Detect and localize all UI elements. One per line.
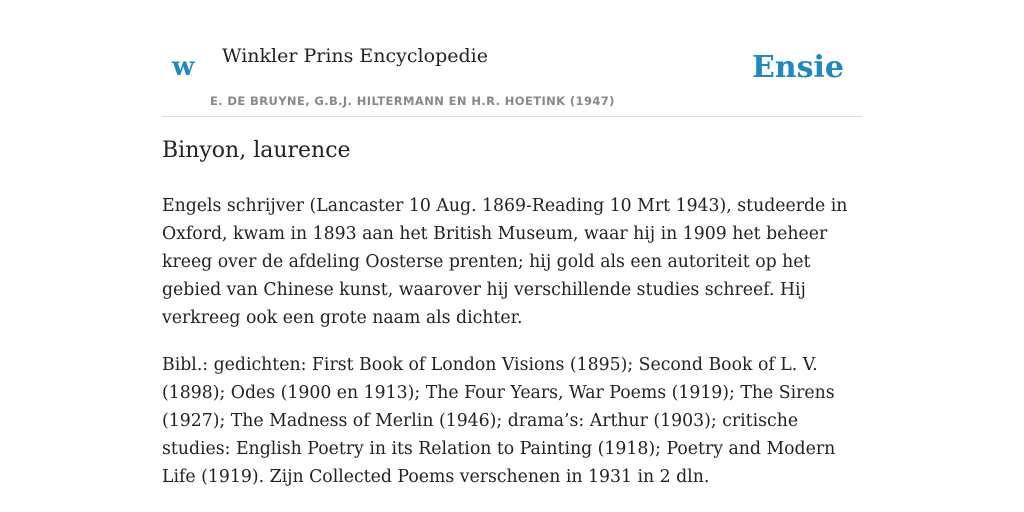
source-title[interactable]: Winkler Prins Encyclopedie <box>222 45 488 67</box>
entry-paragraph-bibliography: Bibl.: gedichten: First Book of London Visions (1895); Second Book of L. V. (1898); Odes (1900 en 1913); The Four Years, War Poems (1919); The Sirens (1927); The Madness of Merlin (1946); drama’s: Arthur (1903); critische studies: English Poetry in its Relation to Painting (1918); Poetry and Modern Life (1919). Zijn Collected Poems verschenen in 1931 in 2 dln. <box>162 355 836 487</box>
source-logo[interactable]: w <box>172 52 195 82</box>
source-authors: E. DE BRUYNE, G.B.J. HILTERMANN EN H.R. HOETINK (1947) <box>210 94 615 108</box>
entry-title: Binyon, laurence <box>162 138 351 163</box>
source-header <box>162 0 862 117</box>
entry-paragraph-description: Engels schrijver (Lancaster 10 Aug. 1869-Reading 10 Mrt 1943), studeerde in Oxford, kwam in 1893 aan het British Museum, waar hij in 1909 het beheer kreeg over de afdeling Oosterse prenten; hij gold als een autoriteit op het gebied van Chinese kunst, waarover hij verschillende studies schreef. Hij verkreeg ook een grote naam als dichter. <box>162 196 848 328</box>
ensie-logo[interactable]: Ensie <box>751 50 844 85</box>
